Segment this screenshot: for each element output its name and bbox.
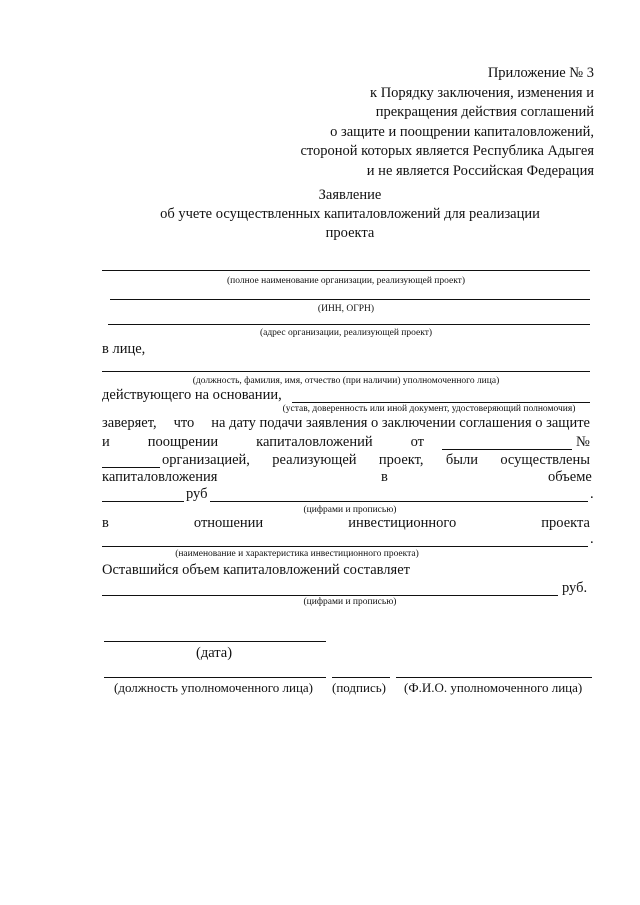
acting-label: действующего на основании, <box>102 387 282 403</box>
word: проект, <box>378 452 424 468</box>
word: инвестиционного <box>348 515 457 531</box>
regarding-line <box>102 515 590 532</box>
remaining-caption: (цифрами и прописью) <box>303 597 397 607</box>
header-line: и не является Российская Федерация <box>366 162 594 179</box>
word: в <box>102 515 109 531</box>
position-sign-line[interactable] <box>104 677 326 678</box>
org-line <box>162 452 590 469</box>
inn-line[interactable] <box>110 299 590 300</box>
word: объеме <box>548 469 592 485</box>
v-litse-label: в лице, <box>102 341 146 357</box>
word: поощрении <box>147 434 219 450</box>
word: отношении <box>193 515 264 531</box>
appendix-number: Приложение № 3 <box>487 65 594 81</box>
title-line: Заявление <box>318 187 382 203</box>
word: заверяет, <box>102 415 157 431</box>
title-line: об учете осуществленных капиталовложений для реализации <box>160 206 540 222</box>
word: в <box>381 469 388 485</box>
name-sign-line[interactable] <box>396 677 592 678</box>
position-line[interactable] <box>102 371 590 372</box>
certifies-line <box>102 415 590 432</box>
agreement-number-line[interactable] <box>102 467 160 468</box>
word: от <box>410 434 424 450</box>
signature-line[interactable] <box>332 677 390 678</box>
appendix-header <box>300 64 594 181</box>
word: реализующей <box>272 452 357 468</box>
header-line: стороной которых является Республика Адыгея <box>300 143 594 159</box>
position-sign-caption: (должность уполномоченного лица) <box>114 680 314 695</box>
word: организацией, <box>162 452 250 468</box>
address-line[interactable] <box>108 324 590 325</box>
amount-caption: (цифрами и прописью) <box>303 505 397 515</box>
header-line: прекращения действия соглашений <box>375 104 594 120</box>
position-caption: (должность, фамилия, имя, отчество (при наличии) уполномоченного лица) <box>192 376 500 386</box>
org-name-line[interactable] <box>102 270 590 271</box>
number-sign: № <box>576 434 590 450</box>
title-line: проекта <box>325 225 375 241</box>
period: . <box>590 486 594 502</box>
basis-caption: (устав, доверенность или иной документ, удостоверяющий полномочия) <box>282 404 576 414</box>
word: на дату подачи заявления о заключении соглашения о защите <box>211 415 590 431</box>
amount-number-line[interactable] <box>102 501 184 502</box>
amount-words-line[interactable] <box>210 501 588 502</box>
project-line[interactable] <box>102 546 588 547</box>
word: осуществлены <box>500 452 590 468</box>
header-line: о защите и поощрении капиталовложений, <box>330 123 594 140</box>
remaining-line[interactable] <box>102 595 558 596</box>
word: и <box>102 434 110 450</box>
rub-end-label: руб. <box>562 580 588 596</box>
word: что <box>173 415 195 431</box>
basis-line[interactable] <box>292 402 590 403</box>
promotion-line <box>102 434 424 451</box>
period: . <box>590 531 594 547</box>
org-name-caption: (полное наименование организации, реализующей проект) <box>226 276 465 286</box>
date-line[interactable] <box>104 641 326 642</box>
word: капиталовложений <box>256 434 373 450</box>
word: были <box>445 452 478 468</box>
signature-caption: (подпись) <box>332 680 386 695</box>
name-sign-caption: (Ф.И.О. уполномоченного лица) <box>404 680 583 695</box>
project-caption: (наименование и характеристика инвестиционного проекта) <box>175 549 419 559</box>
agreement-date-line[interactable] <box>442 449 572 450</box>
remaining-label: Оставшийся объем капиталовложений составляет <box>102 562 410 578</box>
inn-caption: (ИНН, ОГРН) <box>317 304 375 314</box>
date-label: (дата) <box>196 645 233 661</box>
document-title <box>100 186 600 243</box>
word: капиталовложения <box>102 469 218 485</box>
address-caption: (адрес организации, реализующей проект) <box>259 328 433 338</box>
rub-label: руб <box>186 486 208 502</box>
word: проекта <box>541 515 590 531</box>
header-line: к Порядку заключения, изменения и <box>370 84 594 101</box>
